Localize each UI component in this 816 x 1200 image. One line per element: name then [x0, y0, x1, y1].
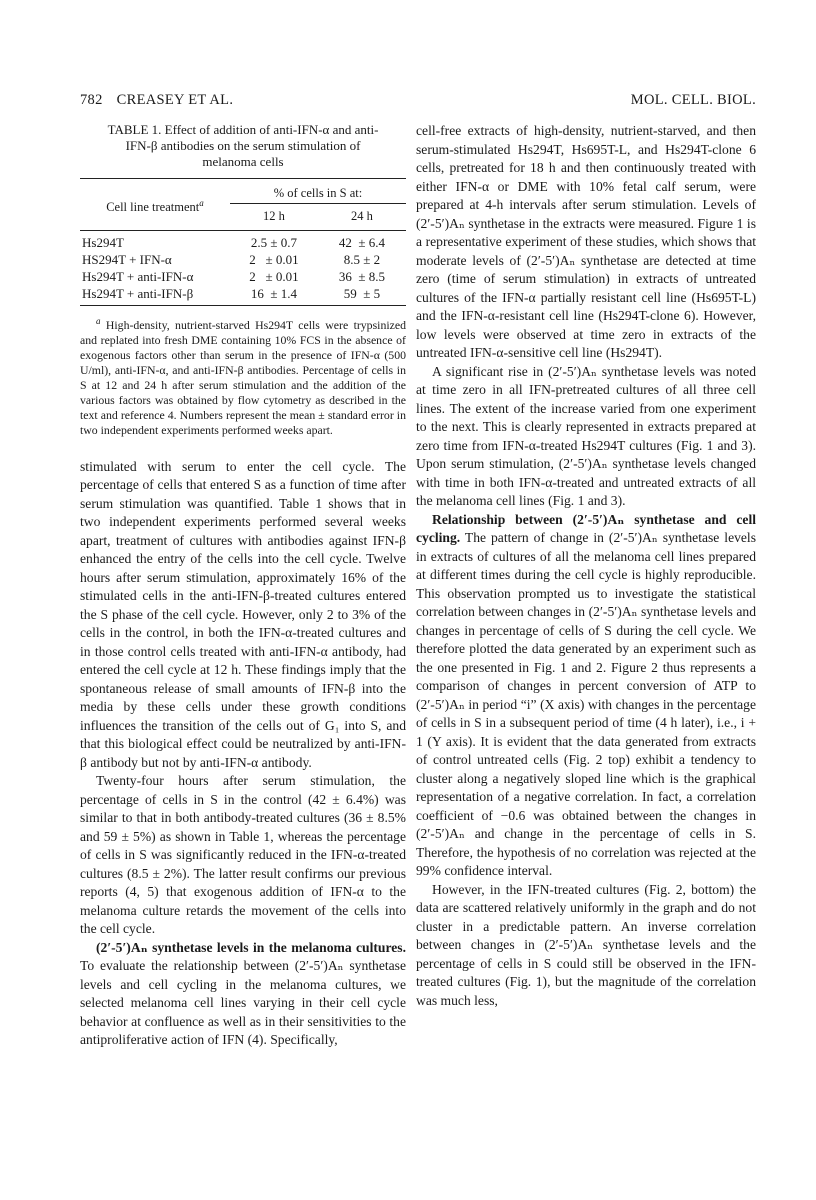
section-text: The pattern of change in (2′-5′)Aₙ synthetase levels in extracts of cultures of all the melanoma cell lines prepared at different times during the cell cycle is highly reproducible. This observation prompted us to investigate the statistical correlation between changes in (2′-5′)Aₙ synthetase levels and changes in percentage of cells of S during the cell cycle. We therefore plotted the data generated by an experiment such as the one presented in Fig. 1 and 2. Figure 2 thus represents a comparison of changes in percent conversion of ATP to (2′-5′)Aₙ in period “i” (X axis) with changes in the percentage of cells in S in a subsequent period of time (4 h later), i.e., i + 1 (Y axis). It is evident that the data generated from extracts of control untreated cells (Fig. 2 top) exhibit a tendency to cluster along a negatively sloped line which is the graphical representation of a negative correlation. In fact, a correlation coefficient of −0.6 was obtained between the changes in (2′-5′)Aₙ and change in the percentage of cells in S. Therefore, the hypothesis of no correlation was rejected at the 99% confidence interval.	[416, 530, 756, 878]
body-paragraph: However, in the IFN-treated cultures (Fig. 2, bottom) the data are scattered relatively uniformly in the graph and do not cluster in a predictable pattern. An inverse correlation between changes in (2′-5′)Aₙ synthetase levels and the percentage of cells in S could still be observed in the IFN-treated cultures (Fig. 1), but the magnitude of the correlation was much less,	[416, 881, 756, 1008]
footnote-marker: a	[199, 197, 204, 208]
running-header	[80, 92, 756, 112]
cell-12h: 16 ± 1.4	[250, 286, 298, 301]
table-title-line: IFN-β antibodies on the serum stimulation of	[125, 138, 361, 153]
cell-treatment: HS294T + IFN-α	[82, 252, 172, 267]
section-heading: (2′-5′)Aₙ synthetase levels in the melanoma cultures.	[96, 939, 406, 955]
cell-24h: 8.5 ± 2	[343, 252, 381, 267]
col-header-treatment	[80, 179, 230, 231]
table-row	[80, 231, 406, 252]
header-authors: CREASEY ET AL.	[116, 92, 234, 108]
col-header-24h: 24 h	[318, 204, 406, 231]
cell-treatment: Hs294T + anti-IFN-α	[82, 269, 194, 284]
table-row	[80, 251, 406, 268]
footnote-text: High-density, nutrient-starved Hs294T cells were trypsinized and replated into fresh DME containing 10% FCS in the absence of exogenous factors other than serum in the presence of IFN-α (500 U/ml), anti-IFN-α, and anti-IFN-β antibodies. Percentage of cells in S at 12 and 24 h after serum stimulation and the addition of the various factors was obtained by flow cytometry as described in the text and reference 4. Numbers represent the mean ± standard error in two independent experiments performed weeks apart.	[80, 317, 406, 437]
table-1	[80, 122, 406, 438]
cell-12h: 2.5 ± 0.7	[250, 235, 298, 250]
col-header-treatment-text: Cell line treatment	[106, 200, 200, 215]
cell-treatment: Hs294T + anti-IFN-β	[82, 286, 194, 301]
table-1-grid	[80, 178, 406, 306]
cell-24h: 36 ± 8.5	[338, 269, 386, 284]
cell-24h: 59 ± 5	[343, 286, 381, 301]
section-paragraph	[80, 939, 406, 1050]
table-title	[80, 122, 406, 170]
table-row	[80, 268, 406, 285]
header-journal: MOL. CELL. BIOL.	[630, 92, 756, 108]
table-title-line: melanoma cells	[202, 154, 284, 169]
header-left	[80, 92, 233, 109]
body-paragraph: A significant rise in (2′-5′)Aₙ synthetase levels was noted at time zero in all IFN-pretreated cultures of all three cell lines. The extent of the increase varied from one experiment to the next. This is clearly represented in extracts prepared at zero time from IFN-α-treated Hs294T cultures (Fig. 1 and 3). Upon serum stimulation, (2′-5′)Aₙ synthetase levels changed with time in both IFN-α-treated and untreated extracts of all the melanoma cell lines (Fig. 1 and 3).	[416, 363, 756, 508]
table-row	[80, 285, 406, 306]
body-paragraph: Twenty-four hours after serum stimulation, the percentage of cells in S in the control (42 ± 6.4%) was similar to that in both antibody-treated cultures (36 ± 8.5% and 59 ± 5%) as shown in Table 1, whereas the percentage of cells in S was significantly reduced in the IFN-α-treated cultures (8.5 ± 2%). The latter result confirms our previous reports (4, 5) that exogenous addition of IFN-α to the melanoma culture retards the movement of the cells into the cell cycle.	[80, 773, 406, 937]
col-group-header: % of cells in S at:	[273, 186, 363, 200]
cell-12h: 2 ± 0.01	[249, 252, 299, 267]
cell-12h: 2 ± 0.01	[249, 269, 299, 284]
page-number: 782	[80, 92, 103, 108]
table-title-line: TABLE 1. Effect of addition of anti-IFN-α and anti-	[107, 122, 379, 137]
body-paragraph: cell-free extracts of high-density, nutrient-starved, and then serum-stimulated Hs294T, Hs695T-L, and Hs294T-clone 6 cells, pretreated for 18 h and then continuously treated with either IFN-α or DME with 10% fetal calf serum, were prepared at 4-h intervals after serum stimulation. Levels of (2′-5′)Aₙ synthetase in the extracts were measured. Figure 1 is a representative experiment of these studies, which shows that moderate levels of (2′-5′)Aₙ synthetase are detected at time zero (time of serum stimulation) in extracts of untreated cultures of the IFN-α partially resistant cell line (Hs695T-L) and the IFN-α-resistant cell line (Hs294T-clone 6). However, low levels were observed at time zero in extracts of the untreated IFN-α-sensitive cell line (Hs294T).	[416, 123, 756, 360]
left-column	[80, 122, 406, 1050]
right-column	[416, 122, 756, 1010]
col-header-12h: 12 h	[230, 204, 318, 231]
section-text: To evaluate the relationship between (2′-5′)Aₙ synthetase levels and cell cycling in the melanoma cultures, we selected melanoma cell lines varying in their cell cycle behavior at confluence as well as in their sensitivities to the antiproliferative action of IFN (4). Specifically,	[80, 958, 406, 1048]
table-footnote	[80, 314, 406, 438]
spacer	[80, 438, 406, 458]
cell-24h: 42 ± 6.4	[338, 235, 386, 250]
footnote-marker: a	[96, 316, 101, 326]
section-heading: Relationship between (2′-5′)Aₙ synthetase and cell cycling.	[416, 511, 756, 545]
section-paragraph	[416, 511, 756, 881]
body-paragraph: stimulated with serum to enter the cell cycle. The percentage of cells that entered S as a function of time after serum stimulation was quantified. Table 1 shows that in two independent experiments performed several weeks apart, treatment of cultures with antibodies against IFN-β enhanced the entry of the cells into the cell cycle. Twelve hours after serum stimulation, approximately 16% of the stimulated cells in the anti-IFN-β-treated cultures entered the S phase of the cell cycle. However, only 2 to 3% of the cells in the control, in both the IFN-α-treated cultures and in those control cells treated with anti-IFN-α antibody, had entered the cell cycle at 12 h. These findings imply that the spontaneous release of small amounts of IFN-β into the media by these cells under these growth conditions influences the transition of the cells out of G₁ into S, and that this biological effect could be neutralized by anti-IFN-β antibody but not by anti-IFN-α antibody.	[80, 458, 406, 770]
cell-treatment: Hs294T	[82, 235, 124, 250]
